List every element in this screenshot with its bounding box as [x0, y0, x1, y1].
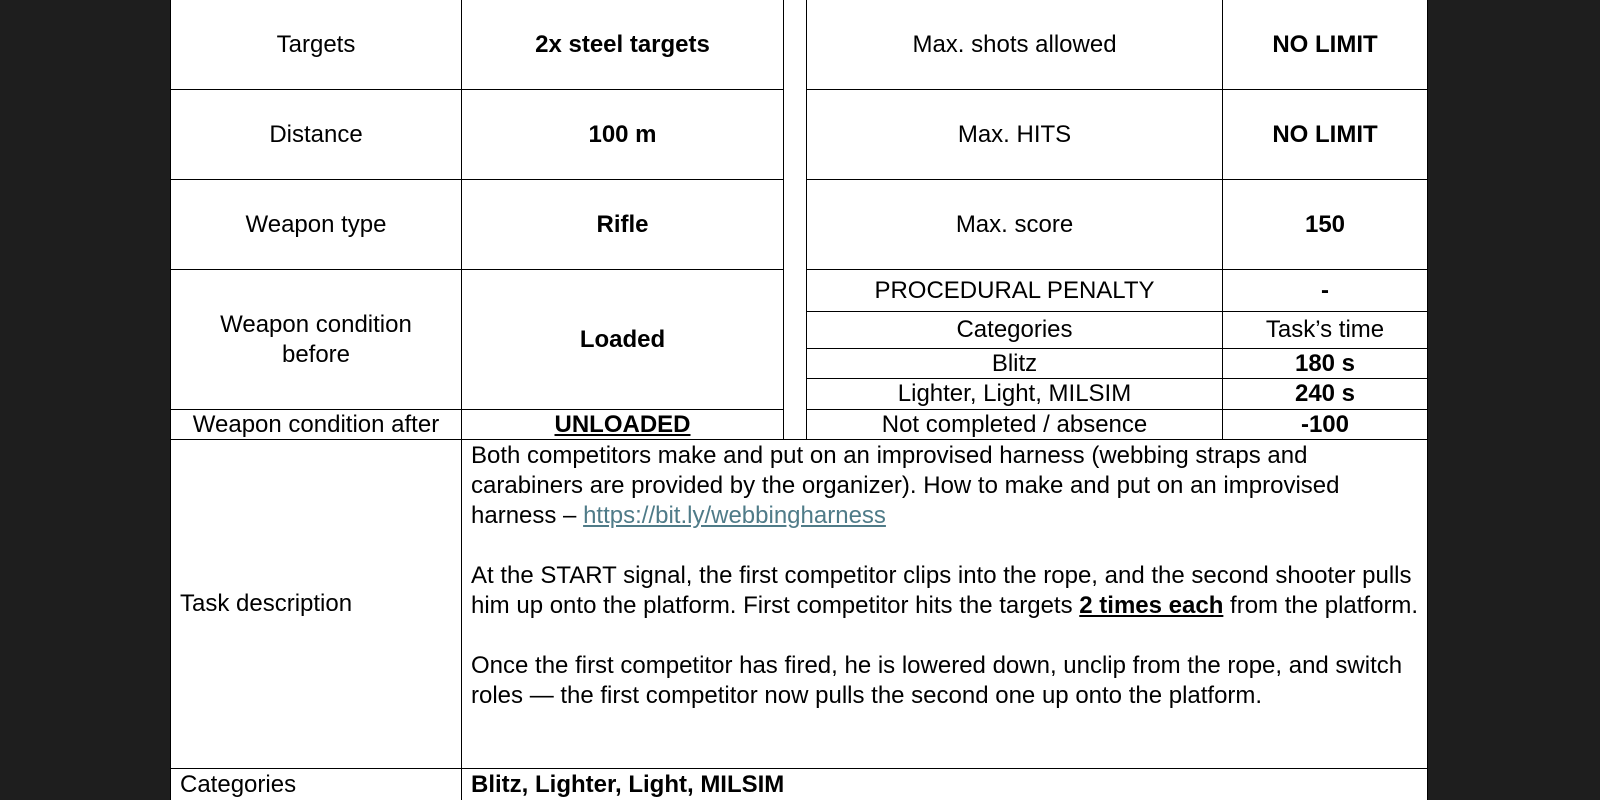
- max-score-label: Max. score: [955, 210, 1074, 238]
- light-categories-time: 240 s: [1294, 380, 1356, 407]
- max-score-value: 150: [1304, 210, 1346, 238]
- light-categories-label: Lighter, Light, MILSIM: [897, 380, 1132, 407]
- categories-label: Categories: [180, 770, 297, 798]
- distance-label: Distance: [269, 120, 363, 148]
- blitz-time: 180 s: [1294, 349, 1356, 377]
- task-paragraph: [471, 651, 1419, 711]
- harness-link[interactable]: https://bit.ly/webbingharness: [583, 502, 886, 529]
- task-text: from the platform.: [1223, 592, 1419, 619]
- task-paragraph: [471, 561, 1419, 621]
- task-description-label: Task description: [180, 590, 353, 617]
- condition-before-label: Weapon condition before: [220, 310, 412, 368]
- categories-header: Categories: [956, 316, 1073, 343]
- task-text: At the START signal, the first competitor clips into the rope, and the second shooter pulls him up onto the platform. First competitor hits the targets: [471, 562, 1412, 619]
- weapon-type-label: Weapon type: [245, 210, 387, 238]
- distance-value: 100 m: [588, 120, 657, 148]
- table-border: [783, 0, 784, 440]
- condition-after-label: Weapon condition after: [192, 410, 440, 438]
- procedural-penalty-value: -: [1321, 276, 1329, 304]
- task-emphasis: 2 times each: [1079, 592, 1224, 619]
- condition-before-value: Loaded: [579, 325, 666, 353]
- max-hits-label: Max. HITS: [957, 120, 1072, 148]
- max-hits-value: NO LIMIT: [1272, 120, 1378, 148]
- not-completed-value: -100: [1300, 410, 1350, 438]
- targets-label: Targets: [276, 30, 356, 58]
- task-description-text: [471, 441, 1419, 711]
- blitz-label: Blitz: [991, 349, 1038, 377]
- procedural-penalty-label: PROCEDURAL PENALTY: [874, 276, 1155, 304]
- table-border: [1427, 0, 1428, 800]
- task-time-header: Task’s time: [1265, 316, 1385, 343]
- not-completed-label: Not completed / absence: [881, 410, 1148, 438]
- task-text: Both competitors make and put on an improvised harness (webbing straps and carabiners are provided by the organizer). How to make and put on an improvised harness –: [471, 442, 1340, 529]
- task-paragraph: [471, 441, 1419, 531]
- targets-value: 2x steel targets: [535, 30, 710, 58]
- condition-after-value: UNLOADED: [554, 410, 691, 438]
- weapon-type-value: Rifle: [596, 210, 649, 238]
- categories-value: Blitz, Lighter, Light, MILSIM: [471, 770, 785, 798]
- max-shots-label: Max. shots allowed: [912, 30, 1117, 58]
- task-text: Once the first competitor has fired, he is lowered down, unclip from the rope, and switch roles — the first competitor now pulls the second one up onto the platform.: [471, 652, 1403, 709]
- max-shots-value: NO LIMIT: [1272, 30, 1378, 58]
